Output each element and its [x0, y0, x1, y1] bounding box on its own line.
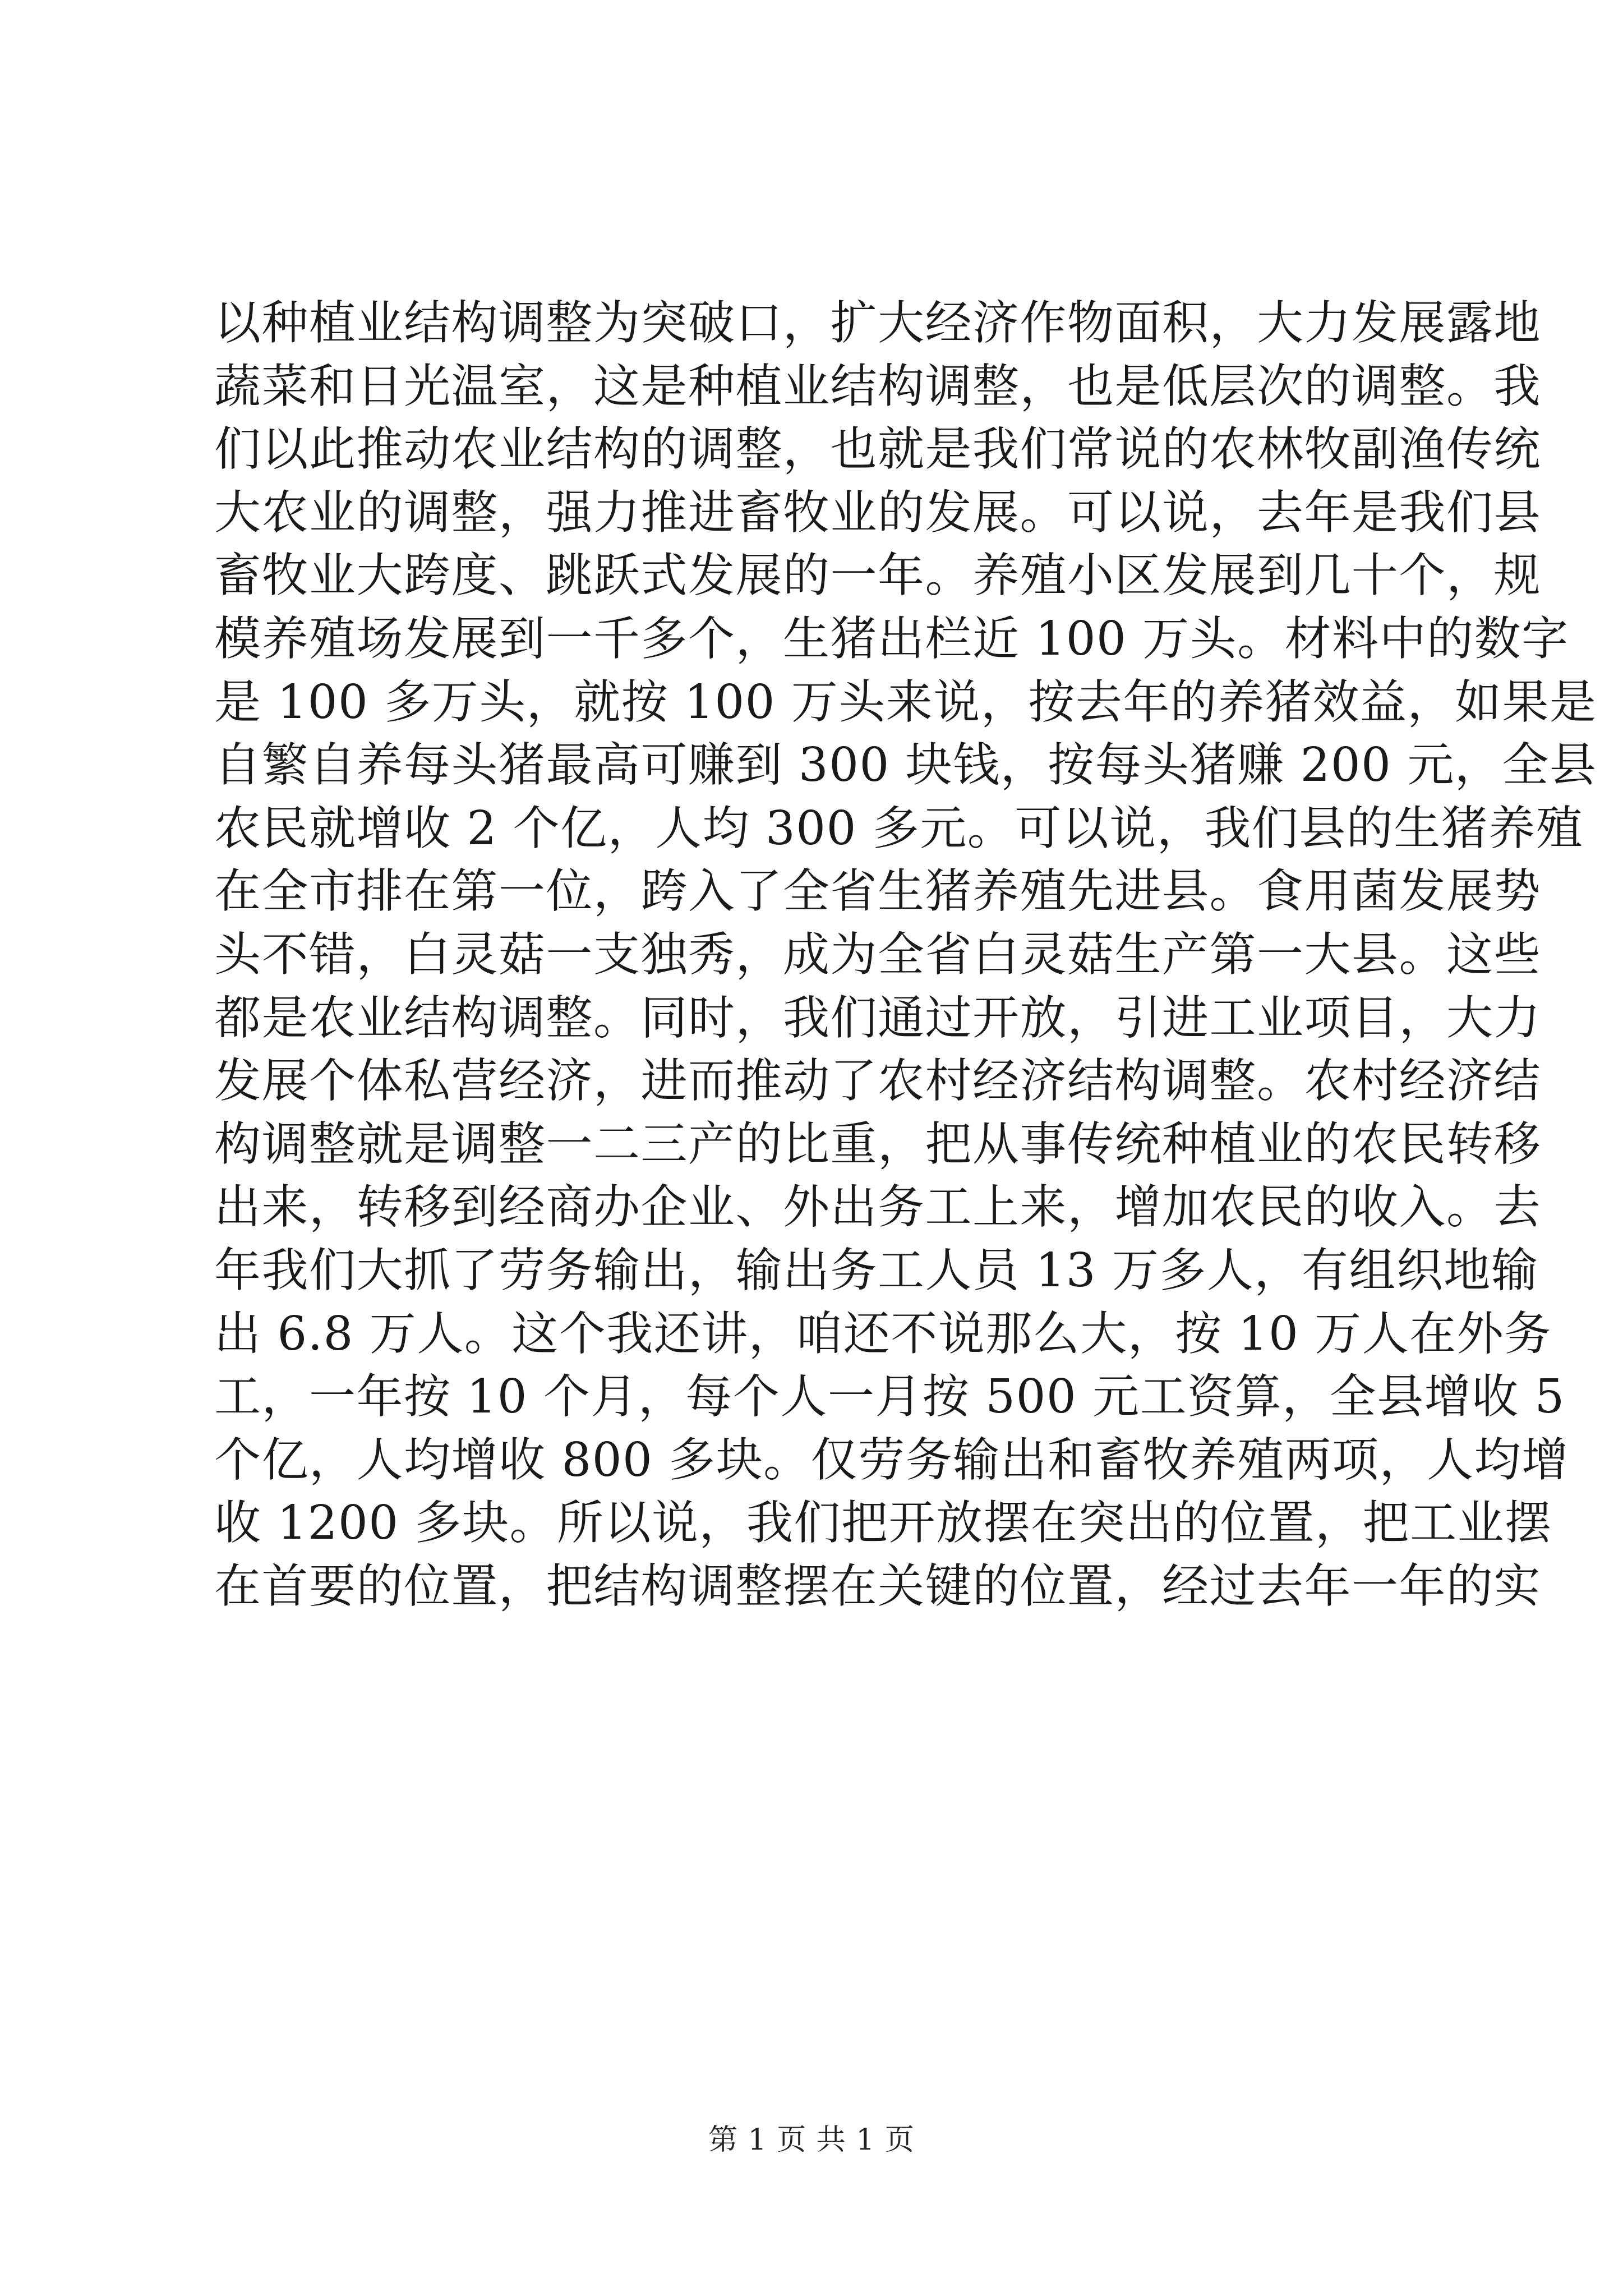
text-line: 自繁自养每头猪最高可赚到 300 块钱，按每头猪赚 200 元，全县: [214, 738, 1597, 793]
text-line: 大农业的调整，强力推进畜牧业的发展。可以说，去年是我们县: [214, 485, 1541, 540]
text-line: 在全市排在第一位，跨入了全省生猪养殖先进县。食用菌发展势: [214, 864, 1541, 919]
text-line: 都是农业结构调整。同时，我们通过开放，引进工业项目，大力: [214, 990, 1541, 1045]
text-line: 发展个体私营经济，进而推动了农村经济结构调整。农村经济结: [214, 1053, 1541, 1108]
text-line: 蔬菜和日光温室，这是种植业结构调整，也是低层次的调整。我: [214, 358, 1541, 413]
text-line: 们以此推动农业结构的调整，也就是我们常说的农林牧副渔传统: [214, 422, 1541, 477]
text-line: 构调整就是调整一二三产的比重，把从事传统种植业的农民转移: [214, 1116, 1541, 1171]
text-line: 以种植业结构调整为突破口，扩大经济作物面积，大力发展露地: [214, 296, 1541, 350]
text-line: 农民就增收 2 个亿，人均 300 多元。可以说，我们县的生猪养殖: [214, 800, 1584, 855]
text-line: 是 100 多万头，就按 100 万头来说，按去年的养猪效益，如果是: [214, 674, 1597, 729]
text-line: 出来，转移到经商办企业、外出务工上来，增加农民的收入。去: [214, 1180, 1541, 1235]
text-line: 年我们大抓了劳务输出，输出务工人员 13 万多人，有组织地输: [214, 1243, 1539, 1297]
body-paragraph: [214, 292, 1597, 1618]
text-line: 头不错，白灵菇一支独秀，成为全省白灵菇生产第一大县。这些: [214, 927, 1541, 982]
text-line: 畜牧业大跨度、跳跃式发展的一年。养殖小区发展到几十个，规: [214, 548, 1541, 603]
text-line: 出 6.8 万人。这个我还讲，咱还不说那么大，按 10 万人在外务: [214, 1306, 1552, 1361]
text-line: 工，一年按 10 个月，每个人一月按 500 元工资算，全县增收 5: [214, 1369, 1565, 1424]
text-line: 在首要的位置，把结构调整摆在关键的位置，经过去年一年的实: [214, 1558, 1541, 1613]
text-line: 收 1200 多块。所以说，我们把开放摆在突出的位置，把工业摆: [214, 1496, 1552, 1550]
page-footer: 第 1 页 共 1 页: [708, 2123, 915, 2157]
text-line: 个亿，人均增收 800 多块。仅劳务输出和畜牧养殖两项，人均增: [214, 1432, 1569, 1487]
text-line: 模养殖场发展到一千多个，生猪出栏近 100 万头。材料中的数字: [214, 611, 1569, 666]
